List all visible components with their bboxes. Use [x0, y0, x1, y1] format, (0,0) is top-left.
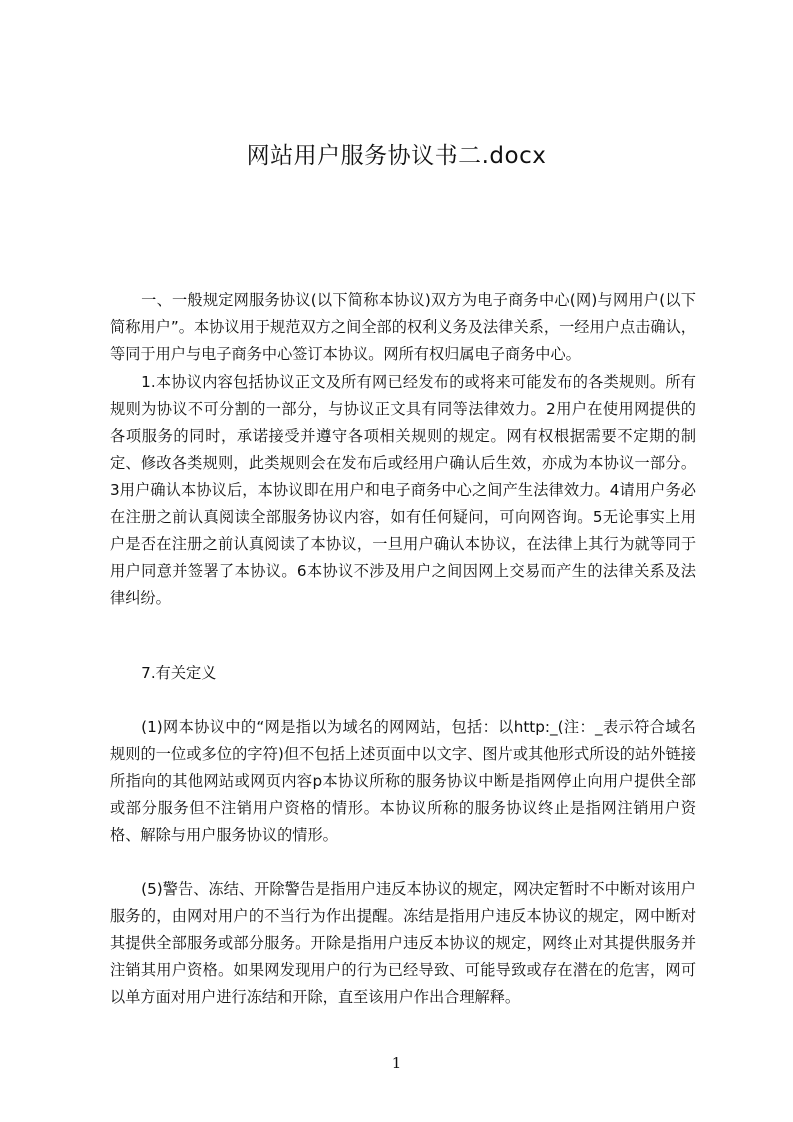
paragraph-text: (1)网本协议中的“网是指以为域名的网网站，包括：以http:_(注：_表示符合域名规则的一位或多位的字符)但不包括上述页面中以文字、图片或其他形式所设的站外链接所指向的其他网站或网页内容p本协议所称的服务协议中断是指网停止向用户提供全部或部分服务但不注销用户资格的情形。本协议所称的服务协议终止是指网注销用户资格、解除与用户服务协议的情形。	[110, 718, 696, 844]
paragraph-text: 7.有关定义	[141, 664, 217, 682]
paragraph-text: 1.本协议内容包括协议正文及所有网已经发布的或将来可能发布的各类规则。所有规则为协议不可分割的一部分，与协议正文具有同等法律效力。2用户在使用网提供的各项服务的同时，承诺接受并遵守各项相关规则的规定。网有权根据需要不定期的制定、修改各类规则，此类规则会在发布后或经用户确认后生效，亦成为本协议一部分。3用户确认本协议后，本协议即在用户和电子商务中心之间产生法律效力。4请用户务必在注册之前认真阅读全部服务协议内容，如有任何疑问，可向网咨询。5无论事实上用户是否在注册之前认真阅读了本协议，一旦用户确认本协议，在法律上其行为就等同于用户同意并签署了本协议。6本协议不涉及用户之间因网上交易而产生的法律关系及法律纠纷。	[110, 373, 696, 607]
paragraph-general-provisions	[110, 287, 696, 368]
paragraph-website-definition	[110, 714, 696, 849]
paragraph-warning-freeze-expel	[110, 876, 696, 1011]
paragraph-text: (5)警告、冻结、开除警告是指用户违反本协议的规定，网决定暂时不中断对该用户服务的，由网对用户的不当行为作出提醒。冻结是指用户违反本协议的规定，网中断对其提供全部服务或部分服务。开除是指用户违反本协议的规定，网终止对其提供服务并注销其用户资格。如果网发现用户的行为已经导致、可能导致或存在潜在的危害，网可以单方面对用户进行冻结和开除，直至该用户作出合理解释。	[110, 880, 696, 1006]
page-number: 1	[391, 1054, 402, 1072]
paragraph-definitions-heading	[110, 660, 696, 687]
document-title: 网站用户服务协议书二.docx	[246, 143, 547, 169]
paragraph-agreement-content	[110, 369, 696, 612]
paragraph-text: 一、一般规定网服务协议(以下简称本协议)双方为电子商务中心(网)与网用户(以下简称用户”。本协议用于规范双方之间全部的权利义务及法律关系，一经用户点击确认，等同于用户与电子商务中心签订本协议。网所有权归属电子商务中心。	[110, 291, 696, 363]
